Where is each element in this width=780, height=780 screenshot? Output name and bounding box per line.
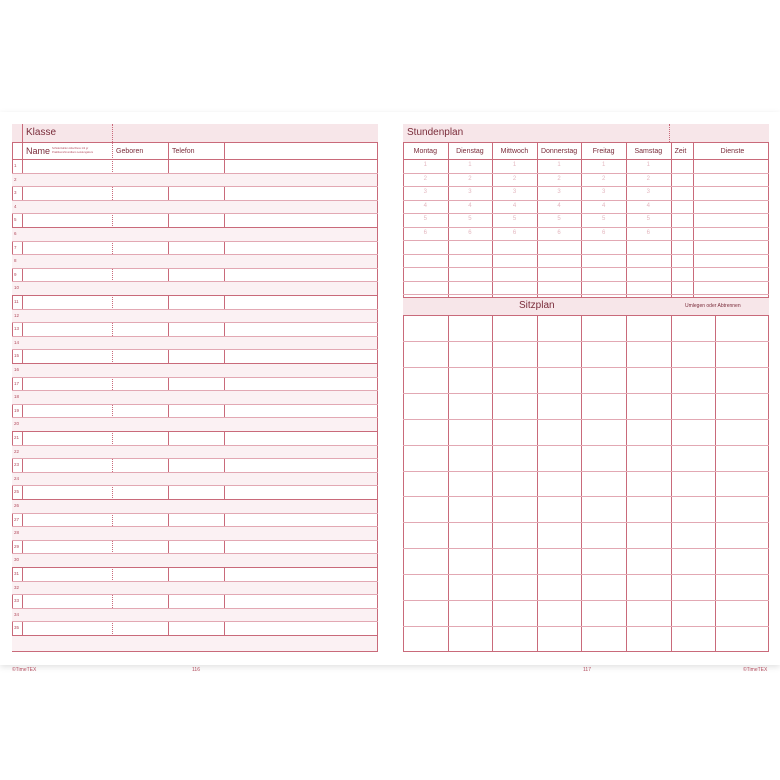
name-column-header: Name (26, 146, 51, 156)
period-number: 4 (557, 202, 561, 209)
period-number: 1 (468, 162, 472, 168)
seat-row-line (403, 341, 769, 342)
period-number: 6 (468, 229, 472, 236)
row-line (12, 322, 378, 323)
row-number: 2 (14, 176, 17, 182)
period-number: 6 (557, 229, 561, 236)
row-line (12, 567, 378, 568)
period-number: 1 (512, 162, 517, 168)
seat-row-line (403, 522, 769, 523)
row-number: 17 (14, 380, 20, 386)
seat-column-line (715, 315, 716, 652)
row-line (12, 594, 378, 595)
row-number: 16 (14, 367, 20, 372)
day-column-line (492, 142, 493, 297)
seating-header-divider (403, 315, 769, 316)
seating-note: Umlegen oder Abtrennen (685, 303, 741, 309)
class-title: Klasse (26, 127, 57, 138)
seat-row-line (403, 600, 769, 601)
period-number: 1 (423, 162, 427, 168)
time-column-line (693, 142, 694, 297)
row-shade (12, 201, 377, 214)
row-number: 10 (14, 285, 20, 291)
period-number: 4 (602, 202, 606, 209)
row-shade (12, 500, 377, 513)
column-header-divider (12, 159, 378, 160)
seat-column-line (537, 315, 538, 652)
row-shade (12, 446, 377, 459)
seat-row-line (403, 471, 769, 472)
period-number: 1 (557, 162, 561, 168)
row-number: 31 (14, 571, 20, 576)
time-header: Zeit (674, 148, 687, 155)
period-number: 3 (602, 189, 606, 195)
period-number: 3 (646, 189, 650, 195)
seating-title: Sitzplan (519, 300, 555, 311)
row-number: 22 (14, 448, 20, 454)
day-header: Mittwoch (500, 148, 529, 155)
row-line (12, 349, 378, 350)
period-number: 6 (646, 229, 650, 236)
row-number: 30 (14, 557, 20, 563)
row-number: 26 (14, 503, 20, 508)
class-header-band (12, 124, 378, 142)
timetable-header-split (669, 124, 670, 142)
brand-right: ©TimeTEX (743, 667, 768, 673)
period-number: 5 (468, 216, 472, 222)
day-header: Montag (413, 148, 437, 155)
seat-column-line (626, 315, 627, 652)
row-number: 27 (14, 516, 20, 522)
class-list-page (12, 124, 380, 673)
period-number: 4 (646, 202, 650, 209)
row-number: 34 (14, 611, 20, 617)
period-row-line (403, 254, 769, 255)
row-line (12, 621, 378, 622)
row-shade (12, 609, 377, 622)
row-shade (12, 527, 377, 540)
period-number: 5 (423, 216, 427, 222)
row-line (12, 404, 378, 405)
row-shade (12, 310, 377, 323)
day-header: Dienstag (456, 148, 484, 155)
day-column-line (448, 142, 449, 297)
row-number: 12 (14, 312, 20, 318)
row-number: 23 (14, 462, 20, 468)
period-number: 4 (468, 202, 472, 209)
period-row-line (403, 294, 769, 295)
period-number: 6 (602, 229, 606, 236)
row-number: 4 (14, 203, 17, 209)
seat-row-line (403, 367, 769, 368)
seat-row-line (403, 574, 769, 575)
phone-column-header: Telefon (172, 148, 195, 155)
day-header: Donnerstag (540, 148, 578, 155)
row-line (12, 213, 378, 214)
row-line (12, 377, 378, 378)
period-number: 3 (468, 189, 472, 195)
row-number: 3 (14, 190, 17, 196)
period-number: 1 (646, 162, 650, 168)
row-line (12, 186, 378, 187)
day-column-line (626, 142, 627, 297)
row-number: 35 (14, 625, 20, 631)
seat-row-line (403, 548, 769, 549)
row-line (12, 268, 378, 269)
seat-column-line (671, 315, 672, 652)
seating-top-line (403, 297, 769, 298)
duties-header: Dienste (720, 148, 745, 155)
row-number: 33 (14, 598, 20, 604)
row-line (12, 458, 378, 459)
row-number: 14 (14, 339, 20, 345)
period-number: 5 (602, 216, 606, 222)
name-note-1: Schülerzahlen Abschluss 1/2 gr (52, 147, 89, 150)
period-number: 2 (646, 175, 650, 182)
period-row-line (403, 186, 769, 187)
seat-column-line (492, 315, 493, 652)
seat-column-line (581, 315, 582, 652)
row-number: 8 (14, 258, 17, 264)
brand-left: ©TimeTEX (12, 667, 37, 673)
seat-row-line (403, 419, 769, 420)
period-number: 5 (512, 216, 517, 222)
period-number: 6 (512, 229, 517, 236)
row-number: 25 (14, 489, 20, 495)
period-number: 3 (557, 189, 561, 195)
period-row-line (403, 227, 769, 228)
timetable-header-divider (403, 142, 769, 143)
seat-row-line (403, 393, 769, 394)
period-number: 5 (646, 216, 650, 222)
row-number: 7 (14, 244, 17, 250)
row-number: 11 (14, 299, 19, 304)
period-row-line (403, 267, 769, 268)
row-shade (12, 174, 377, 187)
day-header: Freitag (592, 148, 615, 155)
row-number: 1 (14, 163, 17, 168)
period-number: 4 (512, 202, 517, 209)
day-header: Samstag (634, 148, 663, 155)
period-row-line (403, 200, 769, 201)
row-line (12, 241, 378, 242)
planner-spread (0, 112, 780, 673)
timetable-frame (403, 124, 769, 652)
row-shade (12, 418, 377, 431)
period-number: 2 (557, 175, 561, 182)
row-shade (12, 364, 377, 377)
born-column-header: Geboren (116, 148, 144, 155)
period-number: 2 (512, 175, 517, 182)
row-number: 5 (14, 217, 17, 223)
row-line (12, 513, 378, 514)
page-number-left: 116 (192, 667, 200, 673)
period-number: 5 (557, 216, 561, 222)
row-number: 15 (14, 353, 20, 359)
seat-column-line (448, 315, 449, 652)
row-number: 21 (14, 435, 20, 440)
period-number: 2 (423, 175, 427, 182)
period-row-line (403, 173, 769, 174)
row-shade (12, 554, 377, 567)
row-number: 24 (14, 475, 20, 481)
row-shade (12, 337, 377, 350)
seat-row-line (403, 626, 769, 627)
period-number: 1 (602, 162, 606, 168)
timetable-title: Stundenplan (407, 127, 464, 138)
period-number: 3 (512, 189, 517, 195)
header-divider (12, 142, 378, 143)
row-number: 19 (14, 407, 20, 413)
day-column-line (537, 142, 538, 297)
day-column-line (581, 142, 582, 297)
period-row-line (403, 213, 769, 214)
row-shade (12, 473, 377, 486)
row-line (12, 485, 378, 486)
period-number: 4 (423, 202, 427, 209)
row-line (12, 540, 378, 541)
period-number: 3 (423, 189, 427, 195)
row-shade (12, 255, 377, 268)
row-number: 6 (14, 231, 17, 236)
timetable-page (403, 124, 771, 673)
seat-row-line (403, 445, 769, 446)
page-number-right: 117 (583, 667, 591, 673)
period-number: 6 (423, 229, 427, 236)
row-number: 13 (14, 326, 20, 332)
row-line (12, 295, 378, 296)
day-header-divider (403, 159, 769, 160)
row-shade (12, 582, 377, 595)
seat-row-line (403, 496, 769, 497)
row-number: 20 (14, 421, 20, 427)
name-note-2: Praktikum/Grundkurs Leistungskurs (52, 151, 94, 154)
row-shade (12, 282, 377, 295)
period-row-line (403, 240, 769, 241)
period-row-line (403, 281, 769, 282)
footer-shade (12, 636, 377, 651)
row-number: 18 (14, 394, 20, 400)
day-column-line (671, 142, 672, 297)
period-number: 2 (602, 175, 606, 182)
row-line (12, 431, 378, 432)
row-shade (12, 228, 377, 241)
row-number: 32 (14, 584, 20, 590)
period-number: 2 (468, 175, 472, 182)
row-number: 9 (14, 271, 17, 277)
row-number: 28 (14, 530, 20, 536)
row-shade (12, 391, 377, 404)
row-number: 29 (14, 543, 20, 549)
